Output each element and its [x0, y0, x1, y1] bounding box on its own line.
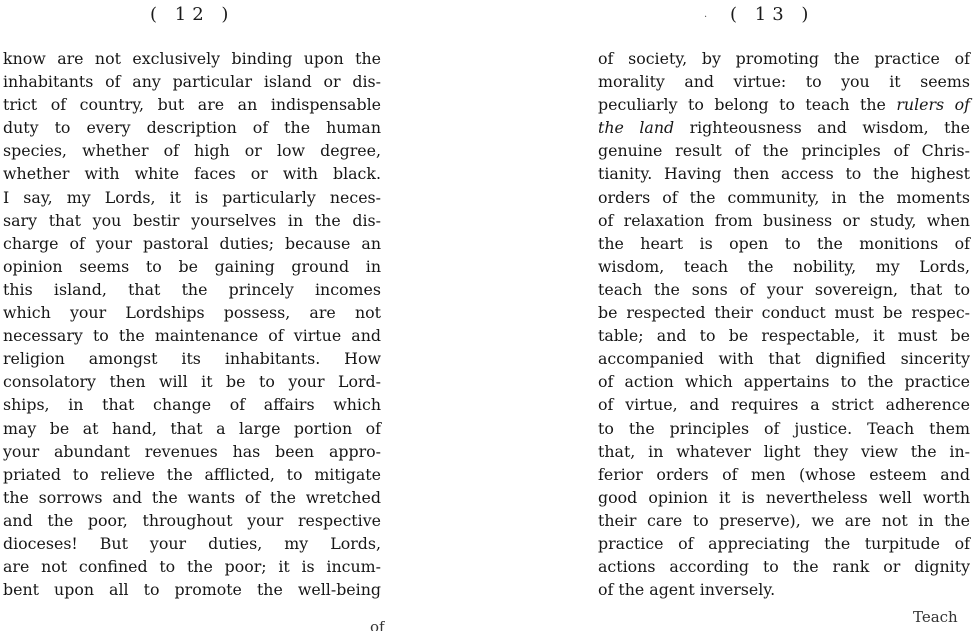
text-line: bent upon all to promote the well-being: [3, 580, 381, 600]
left-page: [0, 0, 480, 631]
text-line: opinion seems to be gaining ground in: [3, 256, 381, 276]
text-line: the sorrows and the wants of the wretched: [3, 487, 381, 507]
text-line: priated to relieve the afflicted, to mitigate: [3, 464, 381, 484]
text-line: that, in whatever light they view the in-: [598, 441, 970, 461]
left-catchword: of: [370, 620, 385, 631]
right-page-number: ( 13 ): [730, 4, 815, 25]
text-line: their care to preserve), we are not in the: [598, 510, 970, 530]
text-line: species, whether of high or low degree,: [3, 141, 381, 161]
text-line: consolatory then will it be to your Lord-: [3, 372, 381, 392]
text-line: know are not exclusively binding upon the: [3, 49, 381, 68]
page-speck: ·: [704, 12, 708, 23]
text-line: the land righteousness and wisdom, the: [598, 118, 970, 138]
text-line: sary that you bestir yourselves in the dis-: [3, 210, 381, 230]
text-line: accompanied with that dignified sincerity: [598, 349, 970, 369]
text-line: teach the sons of your sovereign, that to: [598, 279, 970, 299]
text-line: to the principles of justice. Teach them: [598, 418, 970, 438]
text-line: be respected their conduct must be respec-: [598, 303, 970, 323]
left-page-text: [3, 47, 381, 601]
text-line: may be at hand, that a large portion of: [3, 418, 381, 438]
text-line: and the poor, throughout your respective: [3, 510, 381, 530]
text-line: necessary to the maintenance of virtue and: [3, 326, 381, 346]
text-line: good opinion it is nevertheless well worth: [598, 487, 970, 507]
text-line: morality and virtue: to you it seems: [598, 72, 970, 92]
text-line: of virtue, and requires a strict adherence: [598, 395, 970, 415]
text-line: trict of country, but are an indispensable: [3, 95, 381, 115]
text-line: religion amongst its inhabitants. How: [3, 349, 381, 369]
text-line: ships, in that change of affairs which: [3, 395, 381, 415]
text-line: table; and to be respectable, it must be: [598, 326, 970, 346]
text-line: ferior orders of men (whose esteem and: [598, 464, 970, 484]
text-line: of the agent inversely.: [598, 580, 776, 600]
right-page-text: [598, 47, 970, 601]
text-line: genuine result of the principles of Chris-: [598, 141, 970, 161]
text-line: tianity. Having then access to the highest: [598, 164, 970, 184]
text-line: of society, by promoting the practice of: [598, 49, 970, 68]
text-line: dioceses! But your duties, my Lords,: [3, 533, 381, 553]
text-line: orders of the community, in the moments: [598, 187, 970, 207]
text-line: are not confined to the poor; it is incum-: [3, 557, 381, 577]
italic-phrase: rulers of: [896, 95, 970, 115]
text-line: duty to every description of the human: [3, 118, 381, 138]
right-catchword: Teach: [913, 608, 958, 626]
right-page: [500, 0, 980, 631]
text-line: of action which appertains to the practice: [598, 372, 970, 392]
text-line: charge of your pastoral duties; because an: [3, 233, 381, 253]
text-line: actions according to the rank or dignity: [598, 557, 970, 577]
text-line: I say, my Lords, it is particularly neces-: [3, 187, 381, 207]
text-line: inhabitants of any particular island or dis-: [3, 72, 381, 92]
text-line: this island, that the princely incomes: [3, 279, 381, 299]
text-line: wisdom, teach the nobility, my Lords,: [598, 256, 970, 276]
left-page-number: ( 12 ): [150, 4, 235, 25]
text-line: which your Lordships possess, are not: [3, 303, 381, 323]
text-line: whether with white faces or with black.: [3, 164, 381, 184]
text-line: practice of appreciating the turpitude of: [598, 533, 970, 553]
text-line: your abundant revenues has been appro-: [3, 441, 381, 461]
text-line: of relaxation from business or study, when: [598, 210, 970, 230]
italic-phrase: the land: [598, 118, 675, 138]
text-line: the heart is open to the monitions of: [598, 233, 970, 253]
text-line: peculiarly to belong to teach the rulers of: [598, 95, 970, 115]
